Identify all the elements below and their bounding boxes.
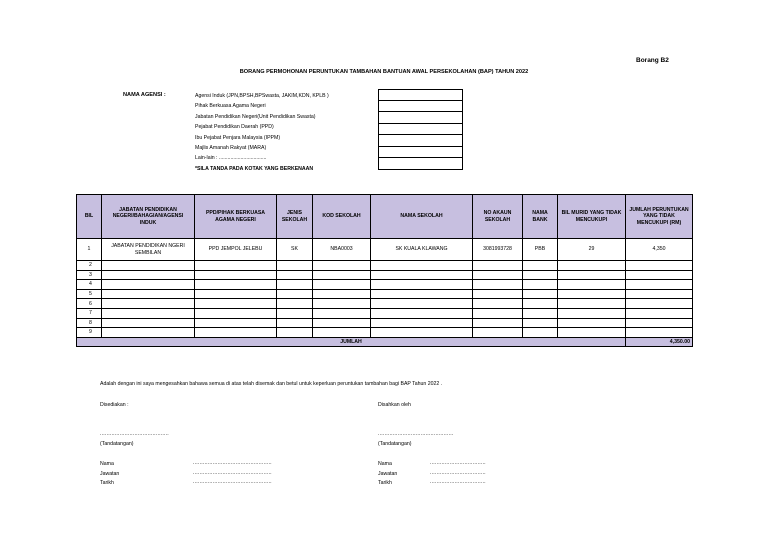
cell-no-akaun[interactable] [473,308,523,318]
cell-nama-bank[interactable] [523,280,558,290]
cell-jumlah-peruntukan[interactable] [626,261,693,271]
header-jabatan: JABATAN PENDIDIKAN NEGERI/BAHAGIAN/AGENSI INDUK [102,195,195,239]
table-row [77,308,693,318]
cell-nama-sekolah[interactable] [371,261,473,271]
table-row [77,261,693,271]
total-label: JUMLAH [77,337,626,346]
cell-jumlah-peruntukan[interactable] [626,280,693,290]
cell-kod-sekolah[interactable] [313,289,371,299]
header-bil: BIL [77,195,102,239]
agency-option: Pihak Berkuasa Agama Negeri [195,103,266,110]
cell-bil-murid[interactable] [558,280,626,290]
agency-option: Ibu Pejabat Penjara Malaysia (IPPM) [195,134,281,141]
cell-ppd[interactable] [195,318,277,328]
agency-checkbox[interactable] [378,147,463,159]
cell-bil-murid[interactable] [558,289,626,299]
cell-kod-sekolah[interactable] [313,318,371,328]
cell-bil-murid[interactable] [558,270,626,280]
approved-date-line[interactable]: .................................. [430,479,486,485]
cell-no-akaun[interactable] [473,318,523,328]
cell-nama-sekolah[interactable] [371,328,473,338]
cell-jumlah-peruntukan[interactable] [626,289,693,299]
cell-nama-sekolah[interactable] [371,270,473,280]
cell-ppd[interactable] [195,328,277,338]
cell-jumlah-peruntukan[interactable]: 4,350 [626,239,693,261]
cell-nama-sekolah[interactable] [371,308,473,318]
cell-nama-bank[interactable] [523,270,558,280]
agency-option: Majlis Amanah Rakyat (MARA) [195,144,267,151]
cell-kod-sekolah[interactable]: NBA0003 [313,239,371,261]
cell-bil: 9 [77,328,102,338]
cell-jenis-sekolah[interactable] [277,318,313,328]
prepared-position-label: Jawatan [100,471,120,477]
cell-kod-sekolah[interactable] [313,328,371,338]
table-row [77,270,693,280]
cell-jenis-sekolah[interactable] [277,261,313,271]
cell-ppd[interactable] [195,280,277,290]
cell-jenis-sekolah[interactable] [277,308,313,318]
agency-checkbox-column [378,89,463,170]
header-no-akaun: NO AKAUN SEKOLAH [473,195,523,239]
header-kod-sekolah: KOD SEKOLAH [313,195,371,239]
cell-no-akaun[interactable] [473,328,523,338]
prepared-heading: Disediakan : [100,402,129,408]
cell-bil-murid[interactable]: 29 [558,239,626,261]
cell-nama-bank[interactable]: PBB [523,239,558,261]
table-row [77,239,693,261]
cell-kod-sekolah[interactable] [313,270,371,280]
cell-jumlah-peruntukan[interactable] [626,299,693,309]
cell-bil: 5 [77,289,102,299]
agency-option: Pejabat Pendidikan Daerah (PPD) [195,124,274,131]
cell-ppd[interactable] [195,270,277,280]
approved-name-line[interactable]: .................................. [430,460,486,466]
table-row [77,318,693,328]
cell-nama-bank[interactable] [523,289,558,299]
cell-bil-murid[interactable] [558,299,626,309]
cell-kod-sekolah[interactable] [313,280,371,290]
total-row [77,337,693,346]
header-bil-murid: BIL MURID YANG TIDAK MENCUKUPI [558,195,626,239]
cell-jabatan[interactable] [102,261,195,271]
cell-jabatan[interactable] [102,299,195,309]
cell-jenis-sekolah[interactable]: SK [277,239,313,261]
cell-nama-sekolah[interactable] [371,280,473,290]
cell-nama-sekolah[interactable]: SK KUALA KLAWANG [371,239,473,261]
agency-option: Lain-lain : ................................. [195,155,267,162]
agency-label: NAMA AGENSI : [123,92,166,98]
cell-jabatan[interactable] [102,318,195,328]
cell-bil: 6 [77,299,102,309]
cell-nama-bank[interactable] [523,299,558,309]
cell-nama-sekolah[interactable] [371,299,473,309]
prepared-date-line[interactable]: ................................................ [193,479,272,485]
header-ppd: PPD/PIHAK BERKUASA AGAMA NEGERI [195,195,277,239]
cell-jumlah-peruntukan[interactable] [626,318,693,328]
cell-nama-bank[interactable] [523,318,558,328]
cell-jabatan[interactable] [102,308,195,318]
cell-nama-bank[interactable] [523,261,558,271]
prepared-position-line[interactable]: ................................................ [193,470,272,476]
cell-no-akaun[interactable] [473,261,523,271]
approved-position-line[interactable]: .................................. [430,470,486,476]
agency-option: Jabatan Pendidikan Negeri(Unit Pendidikan Swasta) [195,113,316,120]
approved-position-label: Jawatan [378,471,398,477]
table-row [77,299,693,309]
cell-no-akaun[interactable]: 3081993728 [473,239,523,261]
cell-jabatan[interactable] [102,289,195,299]
agency-note: *SILA TANDA PADA KOTAK YANG BERKENAAN [195,165,314,172]
cell-jabatan[interactable] [102,328,195,338]
table-row [77,328,693,338]
header-nama-bank: NAMA BANK [523,195,558,239]
cell-ppd[interactable] [195,308,277,318]
cell-jabatan[interactable]: JABATAN PENDIDIKAN NGERI SEMBILAN [102,239,195,261]
cell-bil-murid[interactable] [558,328,626,338]
cell-ppd[interactable] [195,289,277,299]
cell-jenis-sekolah[interactable] [277,328,313,338]
cell-nama-bank[interactable] [523,328,558,338]
cell-no-akaun[interactable] [473,289,523,299]
agency-option: Agensi Induk (JPN,BPSH,BPSwasta, JAKIM,KDN, KPLB ) [195,93,329,99]
form-code: Borang B2 [636,57,669,64]
declaration-text: Adalah dengan ini saya mengesahkan bahawa semua di atas telah disemak dan betul untuk keperluan peruntukan tambahan bagi BAP Tahun 2022 . [100,381,443,387]
table-header-row [77,195,693,239]
approved-heading: Disahkan oleh [378,402,411,408]
prepared-signature-label: (Tandatangan) [100,441,134,447]
table-row [77,289,693,299]
agency-checkbox[interactable] [378,158,463,170]
cell-bil: 1 [77,239,102,261]
cell-jabatan[interactable] [102,270,195,280]
cell-kod-sekolah[interactable] [313,261,371,271]
approved-name-label: Nama [378,461,392,467]
allocation-table [76,194,693,347]
agency-checkbox[interactable] [378,135,463,147]
cell-nama-bank[interactable] [523,308,558,318]
table-body [77,239,693,347]
cell-ppd[interactable] [195,299,277,309]
header-jenis-sekolah: JENIS SEKOLAH [277,195,313,239]
cell-bil-murid[interactable] [558,261,626,271]
cell-bil: 7 [77,308,102,318]
cell-jumlah-peruntukan[interactable] [626,328,693,338]
approved-date-label: Tarikh [378,480,392,486]
cell-kod-sekolah[interactable] [313,308,371,318]
cell-ppd[interactable] [195,261,277,271]
total-value: 4,350.00 [626,337,693,346]
cell-jenis-sekolah[interactable] [277,270,313,280]
agency-options-list [195,91,329,174]
cell-bil: 2 [77,261,102,271]
cell-bil: 8 [77,318,102,328]
cell-no-akaun[interactable] [473,270,523,280]
agency-checkbox[interactable] [378,89,463,101]
cell-kod-sekolah[interactable] [313,299,371,309]
table-row [77,280,693,290]
prepared-name-label: Nama [100,461,114,467]
cell-nama-sekolah[interactable] [371,289,473,299]
prepared-date-label: Tarikh [100,480,114,486]
agency-checkbox[interactable] [378,101,463,113]
header-jumlah-peruntukan: JUMLAH PERUNTUKAN YANG TIDAK MENCUKUPI (RM) [626,195,693,239]
approved-signature-line[interactable]: .............................................. [378,431,454,437]
cell-jabatan[interactable] [102,280,195,290]
agency-checkbox[interactable] [378,112,463,124]
cell-jumlah-peruntukan[interactable] [626,270,693,280]
cell-jenis-sekolah[interactable] [277,289,313,299]
cell-bil: 3 [77,270,102,280]
cell-jumlah-peruntukan[interactable] [626,308,693,318]
cell-no-akaun[interactable] [473,299,523,309]
approved-signature-label: (Tandatangan) [378,441,412,447]
cell-bil-murid[interactable] [558,308,626,318]
cell-no-akaun[interactable] [473,280,523,290]
prepared-signature-line[interactable]: .......................................... [100,431,169,437]
form-title: BORANG PERMOHONAN PERUNTUKAN TAMBAHAN BANTUAN AWAL PERSEKOLAHAN (BAP) TAHUN 2022 [239,69,529,75]
agency-checkbox[interactable] [378,124,463,136]
prepared-name-line[interactable]: ................................................ [193,460,272,466]
cell-jenis-sekolah[interactable] [277,299,313,309]
cell-bil-murid[interactable] [558,318,626,328]
cell-nama-sekolah[interactable] [371,318,473,328]
cell-bil: 4 [77,280,102,290]
header-nama-sekolah: NAMA SEKOLAH [371,195,473,239]
cell-ppd[interactable]: PPD JEMPOL JELEBU [195,239,277,261]
cell-jenis-sekolah[interactable] [277,280,313,290]
